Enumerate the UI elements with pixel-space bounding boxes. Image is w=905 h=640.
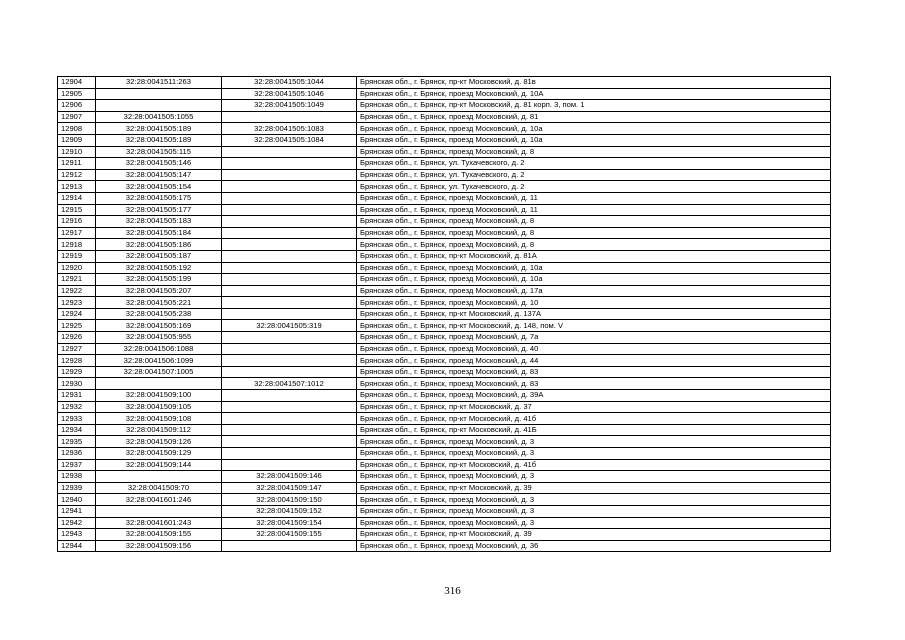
row-number: 12932 [58,401,96,413]
premises-number-cell [222,204,357,216]
cadastral-number-cell: 32:28:0041509:105 [96,401,222,413]
cadastral-number-cell: 32:28:0041505:147 [96,169,222,181]
row-number: 12924 [58,308,96,320]
address-cell: Брянская обл., г. Брянск, проезд Московский, д. 40 [357,343,831,355]
cadastral-number-cell [96,100,222,112]
cadastral-number-cell: 32:28:0041509:126 [96,436,222,448]
address-cell: Брянская обл., г. Брянск, пр-кт Московский, д. 39 [357,482,831,494]
cadastral-number-cell: 32:28:0041505:184 [96,227,222,239]
cadastral-number-cell: 32:28:0041509:108 [96,413,222,425]
row-number: 12925 [58,320,96,332]
table-row [58,471,831,483]
table-row [58,505,831,517]
premises-number-cell [222,366,357,378]
table-row [58,285,831,297]
premises-number-cell [222,390,357,402]
row-number: 12914 [58,192,96,204]
cadastral-number-cell: 32:28:0041511:263 [96,77,222,89]
premises-number-cell [222,540,357,552]
address-cell: Брянская обл., г. Брянск, проезд Московский, д. 3 [357,505,831,517]
row-number: 12922 [58,285,96,297]
premises-number-cell [222,216,357,228]
table-row [58,134,831,146]
row-number: 12915 [58,204,96,216]
premises-number-cell: 32:28:0041509:155 [222,529,357,541]
cadastral-number-cell: 32:28:0041505:186 [96,239,222,251]
address-cell: Брянская обл., г. Брянск, пр-кт Московский, д. 81А [357,250,831,262]
address-cell: Брянская обл., г. Брянск, пр-кт Московский, д. 41Б [357,424,831,436]
premises-number-cell: 32:28:0041505:1044 [222,77,357,89]
address-cell: Брянская обл., г. Брянск, проезд Московский, д. 8 [357,216,831,228]
table-row [58,100,831,112]
row-number: 12904 [58,77,96,89]
cadastral-number-cell: 32:28:0041506:1088 [96,343,222,355]
address-cell: Брянская обл., г. Брянск, проезд Московский, д. 44 [357,355,831,367]
table-row [58,378,831,390]
row-number: 12939 [58,482,96,494]
table-row [58,146,831,158]
row-number: 12918 [58,239,96,251]
address-cell: Брянская обл., г. Брянск, проезд Московский, д. 10 [357,297,831,309]
table-row [58,77,831,89]
cadastral-number-cell: 32:28:0041505:189 [96,134,222,146]
table-row [58,227,831,239]
premises-number-cell [222,274,357,286]
row-number: 12928 [58,355,96,367]
address-cell: Брянская обл., г. Брянск, проезд Московский, д. 8 [357,227,831,239]
premises-number-cell [222,424,357,436]
premises-number-cell [222,297,357,309]
row-number: 12937 [58,459,96,471]
cadastral-number-cell: 32:28:0041505:169 [96,320,222,332]
table-row [58,158,831,170]
table-row [58,239,831,251]
premises-number-cell [222,436,357,448]
table-row [58,448,831,460]
address-cell: Брянская обл., г. Брянск, проезд Московский, д. 39А [357,390,831,402]
row-number: 12916 [58,216,96,228]
cadastral-number-cell: 32:28:0041505:238 [96,308,222,320]
cadastral-number-cell: 32:28:0041505:1055 [96,111,222,123]
cadastral-number-cell: 32:28:0041505:187 [96,250,222,262]
premises-number-cell [222,355,357,367]
premises-number-cell: 32:28:0041509:147 [222,482,357,494]
address-cell: Брянская обл., г. Брянск, пр-кт Московский, д. 81 корп. 3, пом. 1 [357,100,831,112]
cadastral-number-cell: 32:28:0041601:246 [96,494,222,506]
row-number: 12906 [58,100,96,112]
premises-number-cell [222,181,357,193]
address-cell: Брянская обл., г. Брянск, пр-кт Московский, д. 37 [357,401,831,413]
cadastral-number-cell [96,471,222,483]
cadastral-number-cell [96,378,222,390]
cadastral-number-cell: 32:28:0041509:144 [96,459,222,471]
address-cell: Брянская обл., г. Брянск, проезд Московский, д. 7а [357,332,831,344]
cadastral-number-cell: 32:28:0041505:192 [96,262,222,274]
table-row [58,216,831,228]
cadastral-number-cell: 32:28:0041509:155 [96,529,222,541]
premises-number-cell [222,459,357,471]
table-row [58,88,831,100]
cadastral-number-cell: 32:28:0041505:175 [96,192,222,204]
table-row [58,366,831,378]
address-cell: Брянская обл., г. Брянск, пр-кт Московский, д. 137А [357,308,831,320]
registry-table [57,76,831,552]
premises-number-cell [222,227,357,239]
premises-number-cell: 32:28:0041509:150 [222,494,357,506]
address-cell: Брянская обл., г. Брянск, ул. Тухачевского, д. 2 [357,181,831,193]
premises-number-cell: 32:28:0041507:1012 [222,378,357,390]
cadastral-number-cell: 32:28:0041505:183 [96,216,222,228]
premises-number-cell [222,413,357,425]
table-row [58,111,831,123]
row-number: 12907 [58,111,96,123]
address-cell: Брянская обл., г. Брянск, проезд Московский, д. 36 [357,540,831,552]
table-row [58,181,831,193]
table-row [58,308,831,320]
address-cell: Брянская обл., г. Брянск, проезд Московский, д. 83 [357,378,831,390]
premises-number-cell: 32:28:0041509:146 [222,471,357,483]
row-number: 12931 [58,390,96,402]
address-cell: Брянская обл., г. Брянск, проезд Московский, д. 10А [357,88,831,100]
row-number: 12944 [58,540,96,552]
premises-number-cell: 32:28:0041505:319 [222,320,357,332]
table-row [58,529,831,541]
premises-number-cell: 32:28:0041505:1083 [222,123,357,135]
address-cell: Брянская обл., г. Брянск, проезд Московский, д. 10а [357,274,831,286]
row-number: 12938 [58,471,96,483]
registry-table-body [58,77,831,552]
table-row [58,274,831,286]
row-number: 12908 [58,123,96,135]
address-cell: Брянская обл., г. Брянск, проезд Московский, д. 10а [357,134,831,146]
premises-number-cell [222,343,357,355]
row-number: 12936 [58,448,96,460]
address-cell: Брянская обл., г. Брянск, пр-кт Московский, д. 81в [357,77,831,89]
row-number: 12941 [58,505,96,517]
address-cell: Брянская обл., г. Брянск, проезд Московский, д. 11 [357,204,831,216]
address-cell: Брянская обл., г. Брянск, проезд Московский, д. 17а [357,285,831,297]
row-number: 12942 [58,517,96,529]
address-cell: Брянская обл., г. Брянск, проезд Московский, д. 11 [357,192,831,204]
table-row [58,482,831,494]
address-cell: Брянская обл., г. Брянск, проезд Московский, д. 83 [357,366,831,378]
address-cell: Брянская обл., г. Брянск, проезд Московский, д. 3 [357,471,831,483]
row-number: 12909 [58,134,96,146]
table-row [58,169,831,181]
cadastral-number-cell: 32:28:0041509:112 [96,424,222,436]
table-row [58,424,831,436]
premises-number-cell [222,401,357,413]
row-number: 12921 [58,274,96,286]
table-row [58,517,831,529]
premises-number-cell [222,332,357,344]
cadastral-number-cell: 32:28:0041505:115 [96,146,222,158]
row-number: 12943 [58,529,96,541]
cadastral-number-cell: 32:28:0041601:243 [96,517,222,529]
address-cell: Брянская обл., г. Брянск, ул. Тухачевского, д. 2 [357,169,831,181]
premises-number-cell [222,146,357,158]
premises-number-cell [222,448,357,460]
cadastral-number-cell: 32:28:0041507:1005 [96,366,222,378]
address-cell: Брянская обл., г. Брянск, проезд Московский, д. 81 [357,111,831,123]
address-cell: Брянская обл., г. Брянск, проезд Московский, д. 3 [357,494,831,506]
table-row [58,262,831,274]
address-cell: Брянская обл., г. Брянск, пр-кт Московский, д. 41б [357,413,831,425]
cadastral-number-cell [96,505,222,517]
address-cell: Брянская обл., г. Брянск, проезд Московский, д. 3 [357,517,831,529]
row-number: 12920 [58,262,96,274]
row-number: 12927 [58,343,96,355]
address-cell: Брянская обл., г. Брянск, проезд Московский, д. 3 [357,436,831,448]
row-number: 12905 [58,88,96,100]
row-number: 12930 [58,378,96,390]
cadastral-number-cell: 32:28:0041505:154 [96,181,222,193]
cadastral-number-cell: 32:28:0041505:189 [96,123,222,135]
address-cell: Брянская обл., г. Брянск, проезд Московский, д. 10а [357,262,831,274]
row-number: 12923 [58,297,96,309]
cadastral-number-cell: 32:28:0041509:156 [96,540,222,552]
premises-number-cell [222,285,357,297]
premises-number-cell: 32:28:0041505:1046 [222,88,357,100]
table-row [58,494,831,506]
table-row [58,332,831,344]
address-cell: Брянская обл., г. Брянск, проезд Московский, д. 8 [357,146,831,158]
cadastral-number-cell: 32:28:0041505:955 [96,332,222,344]
premises-number-cell: 32:28:0041505:1084 [222,134,357,146]
table-row [58,436,831,448]
row-number: 12940 [58,494,96,506]
table-row [58,297,831,309]
page-number: 316 [444,585,461,597]
row-number: 12913 [58,181,96,193]
row-number: 12917 [58,227,96,239]
table-row [58,459,831,471]
premises-number-cell [222,192,357,204]
row-number: 12911 [58,158,96,170]
address-cell: Брянская обл., г. Брянск, пр-кт Московский, д. 41б [357,459,831,471]
cadastral-number-cell: 32:28:0041509:129 [96,448,222,460]
premises-number-cell [222,169,357,181]
row-number: 12935 [58,436,96,448]
table-row [58,123,831,135]
premises-number-cell [222,262,357,274]
table-row [58,250,831,262]
table-row [58,204,831,216]
table-row [58,413,831,425]
address-cell: Брянская обл., г. Брянск, проезд Московский, д. 8 [357,239,831,251]
table-row [58,540,831,552]
premises-number-cell: 32:28:0041509:154 [222,517,357,529]
address-cell: Брянская обл., г. Брянск, ул. Тухачевского, д. 2 [357,158,831,170]
table-row [58,320,831,332]
premises-number-cell [222,239,357,251]
table-row [58,390,831,402]
premises-number-cell [222,308,357,320]
cadastral-number-cell: 32:28:0041509:70 [96,482,222,494]
cadastral-number-cell: 32:28:0041505:199 [96,274,222,286]
row-number: 12912 [58,169,96,181]
row-number: 12926 [58,332,96,344]
table-row [58,192,831,204]
premises-number-cell: 32:28:0041509:152 [222,505,357,517]
row-number: 12929 [58,366,96,378]
row-number: 12934 [58,424,96,436]
cadastral-number-cell: 32:28:0041505:146 [96,158,222,170]
table-row [58,355,831,367]
address-cell: Брянская обл., г. Брянск, пр-кт Московский, д. 148, пом. V [357,320,831,332]
premises-number-cell [222,250,357,262]
cadastral-number-cell: 32:28:0041505:221 [96,297,222,309]
cadastral-number-cell: 32:28:0041506:1099 [96,355,222,367]
row-number: 12933 [58,413,96,425]
row-number: 12919 [58,250,96,262]
table-row [58,343,831,355]
row-number: 12910 [58,146,96,158]
address-cell: Брянская обл., г. Брянск, пр-кт Московский, д. 39 [357,529,831,541]
premises-number-cell: 32:28:0041505:1049 [222,100,357,112]
cadastral-number-cell: 32:28:0041509:100 [96,390,222,402]
premises-number-cell [222,111,357,123]
premises-number-cell [222,158,357,170]
table-row [58,401,831,413]
cadastral-number-cell: 32:28:0041505:207 [96,285,222,297]
address-cell: Брянская обл., г. Брянск, проезд Московский, д. 3 [357,448,831,460]
cadastral-number-cell [96,88,222,100]
cadastral-number-cell: 32:28:0041505:177 [96,204,222,216]
address-cell: Брянская обл., г. Брянск, проезд Московский, д. 10а [357,123,831,135]
